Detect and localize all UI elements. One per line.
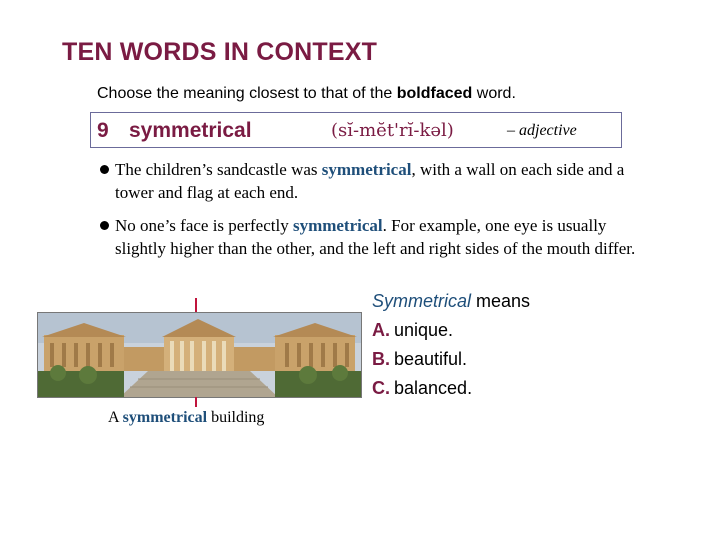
vocab-word-box	[90, 112, 622, 148]
choice-a-text: unique.	[394, 320, 454, 340]
bullet-icon	[100, 158, 110, 168]
bullet-icon	[100, 214, 110, 224]
museum-building-icon	[38, 313, 361, 397]
symmetry-axis-line-bottom	[195, 397, 197, 407]
example-2-keyword: symmetrical	[292, 216, 383, 235]
vocab-word: symmetrical	[129, 119, 252, 142]
page-title: TEN WORDS IN CONTEXT	[62, 38, 378, 66]
example-sentence-1	[100, 158, 640, 204]
symmetry-axis-line-top	[195, 298, 197, 312]
choice-c-text: balanced.	[394, 378, 473, 398]
caption-after: building	[207, 409, 265, 426]
word-number: 9	[97, 119, 109, 142]
building-photo	[37, 312, 362, 398]
caption-keyword: symmetrical	[122, 409, 208, 426]
example-1-keyword: symmetrical	[321, 160, 412, 179]
pronunciation: (sĭ-mĕt'rĭ-kəl)	[331, 120, 454, 141]
choice-b-letter: B.	[372, 349, 390, 369]
instruction-after: word.	[472, 85, 516, 102]
instruction-bold: boldfaced	[396, 85, 473, 102]
question-prompt-word: Symmetrical	[372, 291, 472, 311]
choice-b-text: beautiful.	[394, 349, 468, 369]
question-prompt-rest: means	[471, 291, 531, 311]
example-1-after: , with a wall on each side and a tower and flag at each end.	[115, 160, 625, 202]
example-sentence-2	[100, 214, 640, 260]
photo-caption	[108, 409, 264, 427]
question-prompt	[372, 291, 530, 312]
choice-c-letter: C.	[372, 378, 390, 398]
instruction-before: Choose the meaning closest to that of the	[97, 85, 397, 102]
instruction-text	[97, 85, 516, 103]
part-of-speech: – adjective	[507, 122, 577, 139]
answer-choice-a[interactable]	[372, 320, 453, 341]
caption-before: A	[108, 409, 123, 426]
choice-a-letter: A.	[372, 320, 390, 340]
example-1-before: The children’s sandcastle was	[115, 160, 322, 179]
answer-choice-c[interactable]	[372, 378, 472, 399]
example-2-after: . For example, one eye is usually slightly higher than the other, and the left and right sides of the mouth differ.	[115, 216, 636, 258]
example-2-before: No one’s face is perfectly	[115, 216, 293, 235]
answer-choice-b[interactable]	[372, 349, 467, 370]
